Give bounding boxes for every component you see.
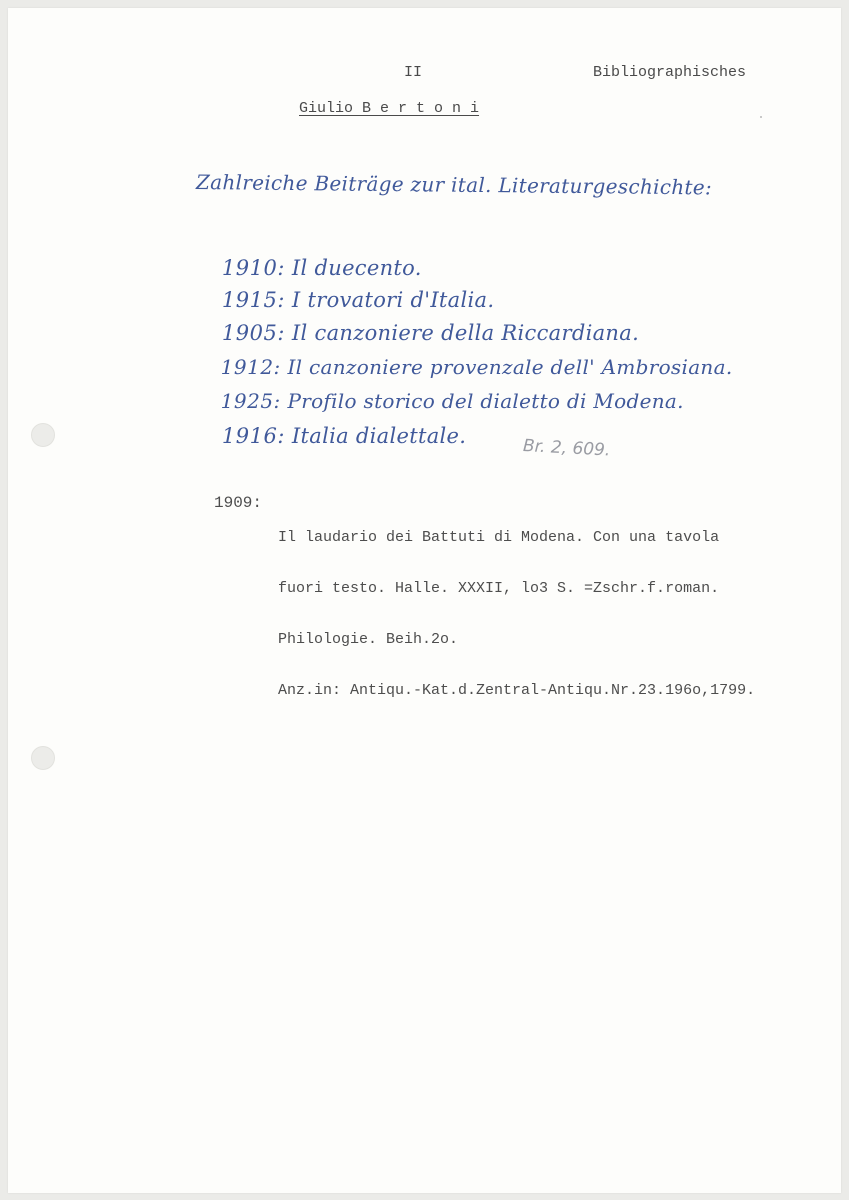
entry-line: fuori testo. Halle. XXXII, lo3 S. =Zschr.f.roman. [278, 580, 720, 597]
item-title: Il duecento. [291, 256, 422, 280]
author-name: Giulio B e r t o n i [299, 100, 480, 117]
handwritten-item [194, 400, 466, 472]
item-year: 1916: [221, 424, 285, 448]
item-title: Il canzoniere della Riccardiana. [291, 321, 640, 345]
entry-year: 1909: [214, 494, 263, 512]
page-number: II [404, 64, 423, 81]
item-year: 1910: [221, 256, 285, 280]
item-year: 1912: [220, 355, 281, 379]
entry-line: Il laudario dei Battuti di Modena. Con una tavola [278, 529, 720, 546]
entry-line: Anz.in: Antiqu.-Kat.d.Zentral-Antiqu.Nr.23.196o,1799. [278, 682, 756, 699]
document-page [8, 8, 841, 1193]
item-year: 1915: [221, 288, 285, 312]
entry-text [278, 495, 755, 733]
pencil-reference-note: Br. 2, 609. [522, 436, 611, 461]
handwritten-heading: Zahlreiche Beiträge zur ital. Literaturgeschichte: [195, 170, 713, 200]
item-title: I trovatori d'Italia. [291, 288, 495, 312]
paper-speck [760, 116, 762, 118]
entry-line: Philologie. Beih.2o. [278, 631, 459, 648]
item-title: Italia dialettale. [291, 424, 467, 448]
section-title: Bibliographisches [593, 64, 747, 81]
item-title: Profilo storico del dialetto di Modena. [287, 389, 684, 413]
item-year: 1905: [221, 321, 285, 345]
item-year: 1925: [220, 389, 281, 413]
punch-hole-top [31, 423, 55, 447]
punch-hole-bottom [31, 746, 55, 770]
item-title: Il canzoniere provenzale dell' Ambrosiana. [287, 355, 733, 379]
